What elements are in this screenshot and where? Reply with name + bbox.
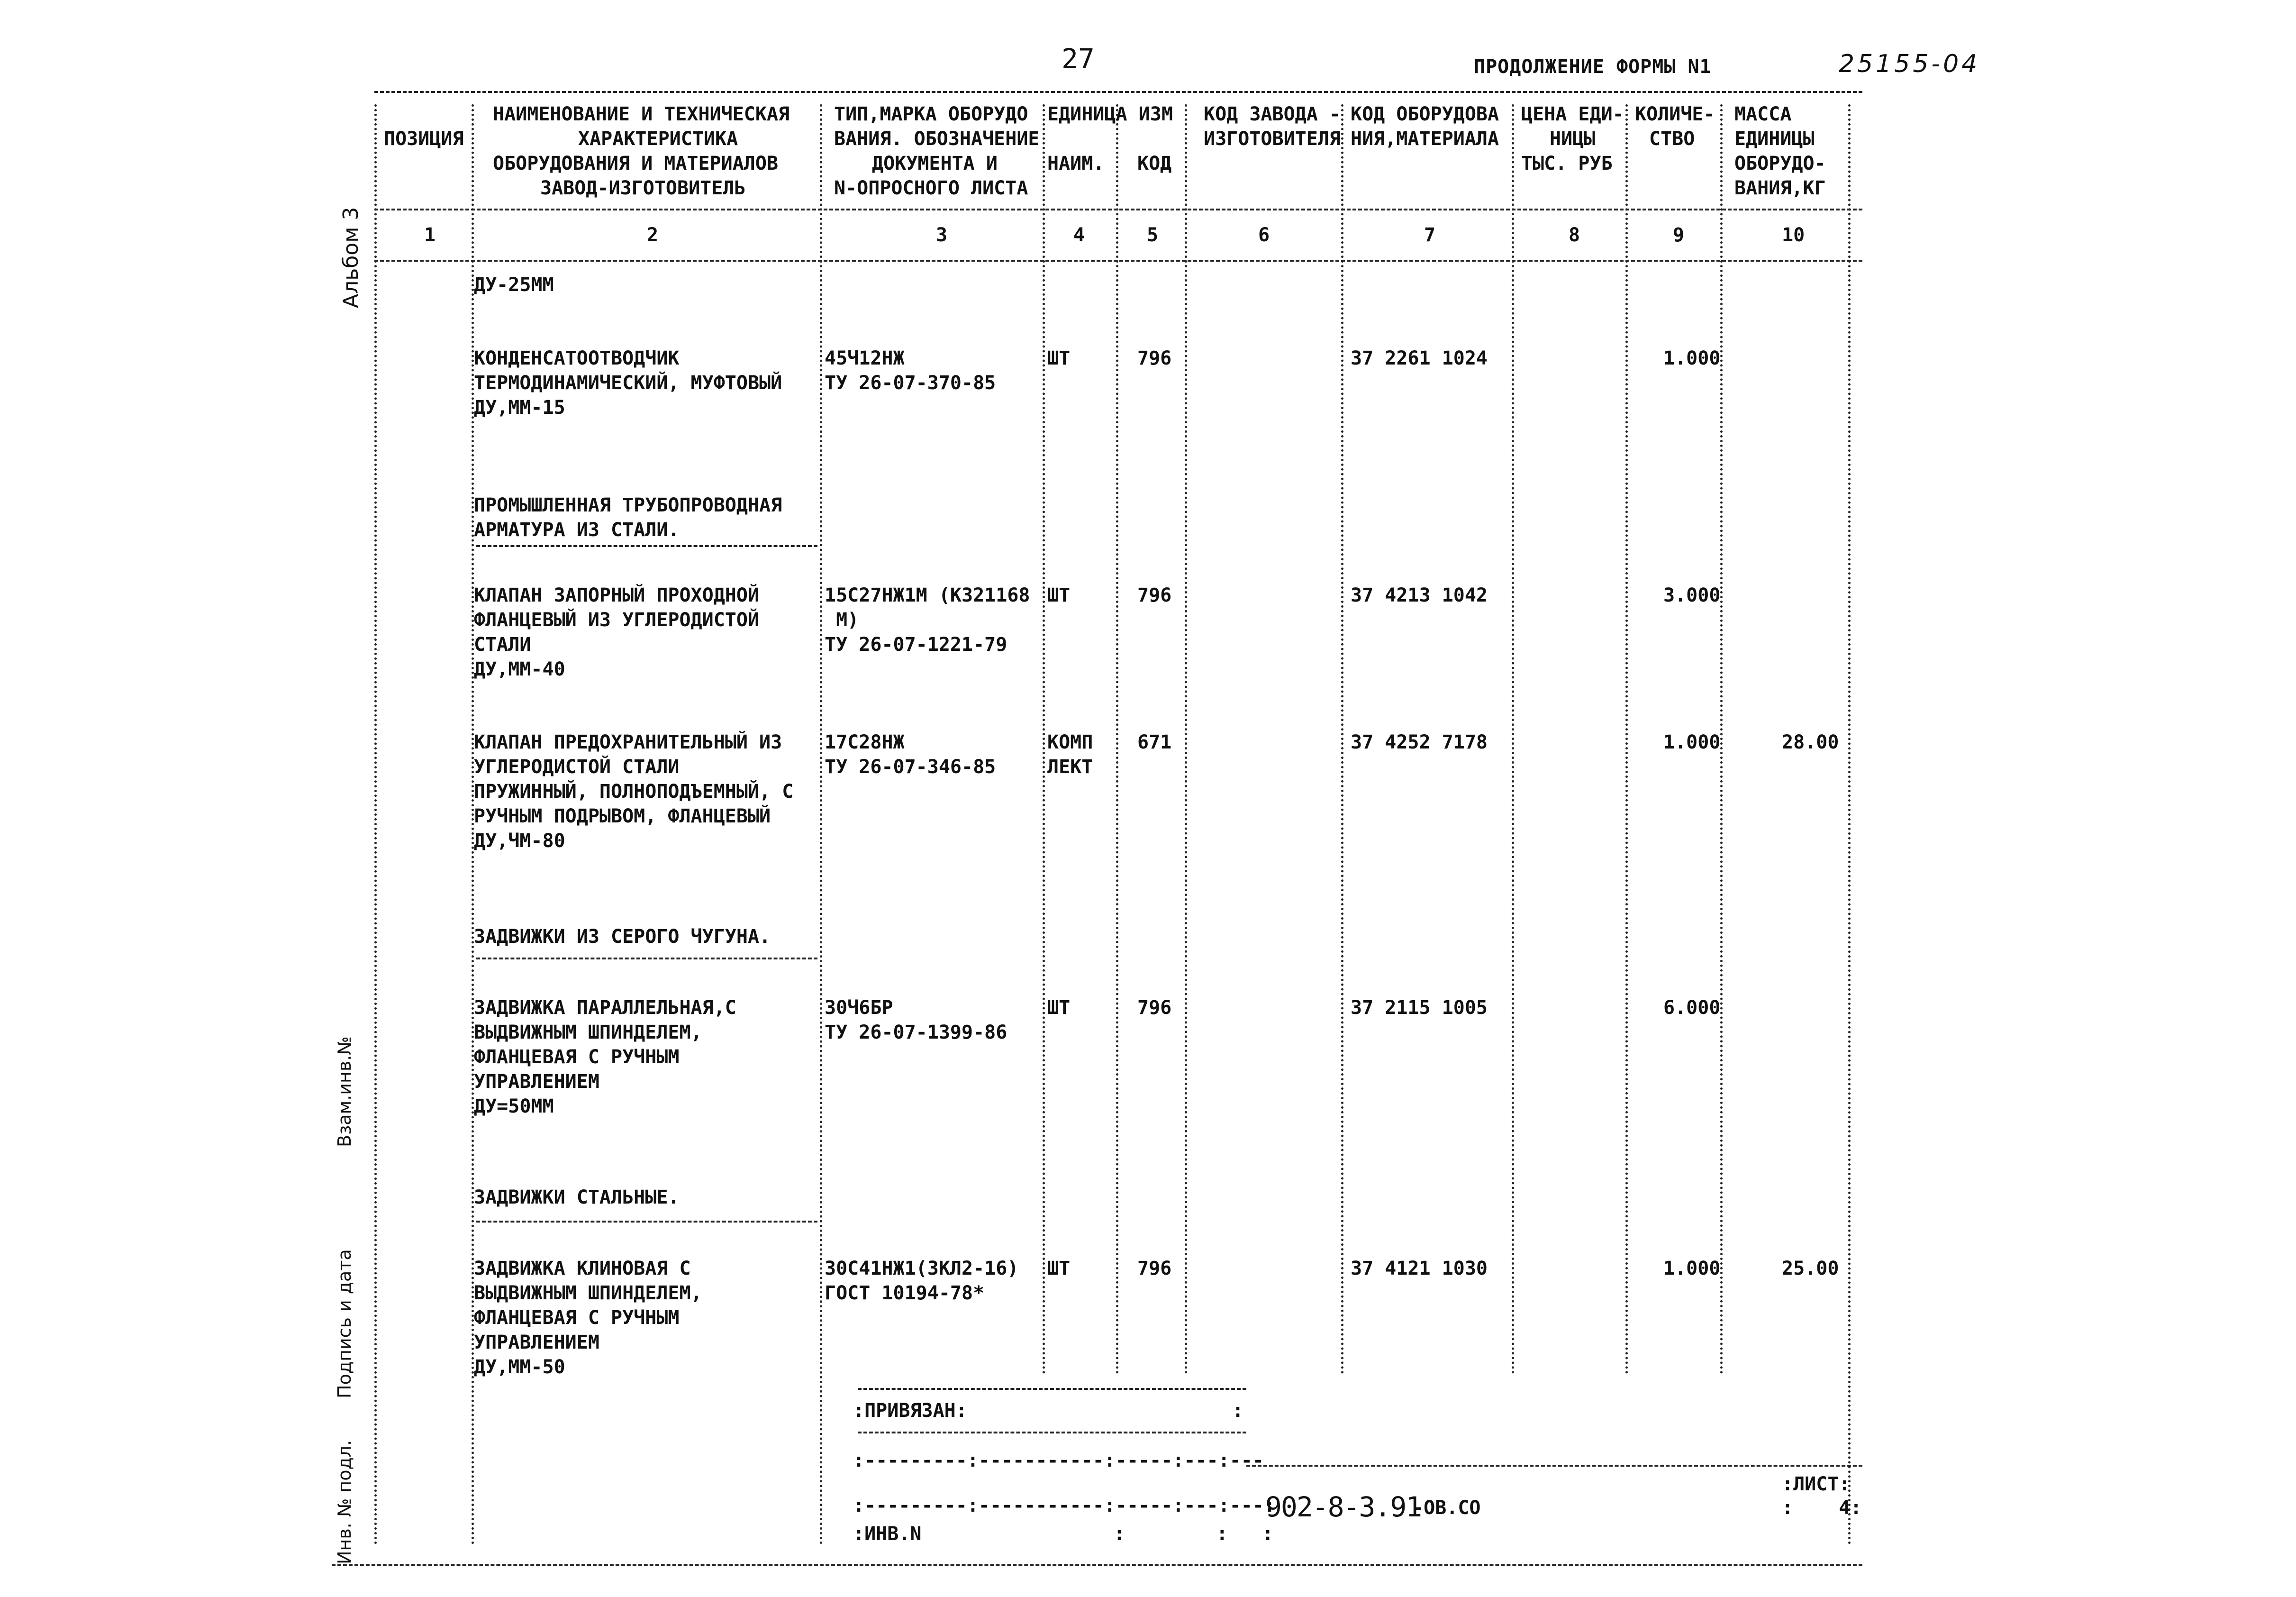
row-type: 30С41НЖ1(ЗКЛ2-16) <box>825 1258 1019 1279</box>
header-price: ТЫС. РУБ <box>1521 153 1613 174</box>
stamp-sheet-number: : 4: <box>1782 1497 1862 1519</box>
column-separator <box>820 104 822 1545</box>
header-type: ТИП,МАРКА ОБОРУДО <box>834 103 1028 125</box>
header-quantity: СТВО <box>1649 128 1695 150</box>
stamp-sheet-label: :ЛИСТ: <box>1782 1473 1851 1495</box>
header-mass: ОБОРУДО- <box>1734 153 1826 174</box>
album-label: Альбом 3 <box>339 207 363 308</box>
stamp-bound-colon: : <box>1232 1400 1244 1422</box>
column-separator <box>374 104 377 1545</box>
row-unit-code: 796 <box>1137 584 1172 606</box>
row-name: ФЛАНЦЕВАЯ С РУЧНЫМ <box>474 1307 680 1329</box>
row-name: УПРАВЛЕНИЕМ <box>474 1332 599 1353</box>
column-number: 5 <box>1147 224 1159 246</box>
side-stamp-replacement: Взам.инв.№ <box>334 1036 355 1147</box>
row-type: ТУ 26-07-1399-86 <box>825 1022 1007 1043</box>
row-name: ДУ-25ММ <box>474 274 554 296</box>
column-separator <box>1116 104 1118 1375</box>
row-unit-code: 796 <box>1137 347 1172 369</box>
row-equipment-code: 37 4252 7178 <box>1351 731 1488 753</box>
stamp-rule-1 <box>858 1388 1246 1390</box>
row-type: 17С28НЖ <box>825 731 905 753</box>
column-separator <box>1720 104 1723 1375</box>
header-name: ОБОРУДОВАНИЯ И МАТЕРИАЛОВ <box>493 153 779 174</box>
rule-stamp-bottom <box>1246 1465 1862 1467</box>
row-name: ДУ,ММ-40 <box>474 658 565 680</box>
row-name: ПРУЖИННЫЙ, ПОЛНОПОДЪЕМНЫЙ, С <box>474 781 794 803</box>
row-name: ДУ,ММ-50 <box>474 1356 565 1378</box>
stamp-inv: :ИНВ.N <box>853 1523 922 1545</box>
header-price: НИЦЫ <box>1550 128 1596 150</box>
header-quantity: КОЛИЧЕ- <box>1635 103 1715 125</box>
header-factory-code: КОД ЗАВОДА - <box>1204 103 1341 125</box>
row-type: ТУ 26-07-370-85 <box>825 372 996 394</box>
row-unit: ШТ <box>1047 1258 1071 1279</box>
row-name: ЗАДВИЖКИ СТАЛЬНЫЕ. <box>474 1186 680 1208</box>
row-type: ТУ 26-07-346-85 <box>825 756 996 778</box>
row-name: ВЫДВИЖНЫМ ШПИНДЕЛЕМ, <box>474 1022 702 1043</box>
header-unit: ЕДИНИЦА ИЗМ <box>1047 103 1173 125</box>
row-type: 45Ч12НЖ <box>825 347 905 369</box>
header-mass: ЕДИНИЦЫ <box>1734 128 1815 150</box>
row-quantity: 1.000 <box>1663 347 1721 369</box>
header-name: ЗАВОД-ИЗГОТОВИТЕЛЬ <box>540 177 746 199</box>
row-type: ГОСТ 10194-78* <box>825 1282 985 1304</box>
row-unit: ШТ <box>1047 347 1071 369</box>
row-unit: ШТ <box>1047 997 1071 1019</box>
stamp-suffix: -ОВ.СО <box>1412 1497 1481 1519</box>
row-mass: 28.00 <box>1782 731 1839 753</box>
header-type: ВАНИЯ. ОБОЗНАЧЕНИЕ <box>834 128 1040 150</box>
stamp-sheet-value: 4 <box>1839 1497 1851 1519</box>
header-unit-name: НАИМ. <box>1047 153 1105 174</box>
row-quantity: 1.000 <box>1663 731 1721 753</box>
header-name: НАИМЕНОВАНИЕ И ТЕХНИЧЕСКАЯ <box>493 103 790 125</box>
row-name: ВЫДВИЖНЫМ ШПИНДЕЛЕМ, <box>474 1282 702 1304</box>
rule-numbers-bottom <box>374 260 1862 262</box>
header-position: ПОЗИЦИЯ <box>384 128 464 150</box>
column-separator <box>1625 104 1628 1375</box>
row-name: ТЕРМОДИНАМИЧЕСКИЙ, МУФТОВЫЙ <box>474 372 782 394</box>
row-name: ЗАДВИЖКА ПАРАЛЛЕЛЬНАЯ,С <box>474 997 736 1019</box>
row-equipment-code: 37 2261 1024 <box>1351 347 1488 369</box>
column-separator <box>1341 104 1343 1375</box>
column-number: 9 <box>1673 224 1685 246</box>
row-type: ТУ 26-07-1221-79 <box>825 634 1007 656</box>
row-name: ДУ,ЧМ-80 <box>474 830 565 852</box>
row-unit-code: 796 <box>1137 997 1172 1019</box>
side-stamp-signature: Подпись и дата <box>334 1249 355 1398</box>
document-code: 25155-04 <box>1839 50 1980 78</box>
header-equipment-code: КОД ОБОРУДОВА <box>1351 103 1499 125</box>
stamp-inv-seps: : : : <box>1114 1523 1274 1545</box>
header-price: ЦЕНА ЕДИ- <box>1521 103 1624 125</box>
row-unit: ШТ <box>1047 584 1071 606</box>
row-name: РУЧНЫМ ПОДРЫВОМ, ФЛАНЦЕВЫЙ <box>474 805 771 827</box>
column-number: 4 <box>1073 224 1085 246</box>
header-unit-code: КОД <box>1137 153 1172 174</box>
column-separator <box>1185 104 1187 1375</box>
column-number: 6 <box>1258 224 1270 246</box>
stamp-grid-row-1: :---------:-----------:-----:---:--- <box>853 1450 1264 1471</box>
header-name: ХАРАКТЕРИСТИКА <box>578 128 738 150</box>
stamp-inv-text: ИНВ.N <box>864 1523 922 1545</box>
rule-header-bottom <box>374 209 1862 210</box>
row-name: ДУ,ММ-15 <box>474 397 565 419</box>
row-name: ПРОМЫШЛЕННАЯ ТРУБОПРОВОДНАЯ <box>474 494 782 516</box>
section-underline <box>476 545 817 547</box>
header-type: N-ОПРОСНОГО ЛИСТА <box>834 177 1028 199</box>
header-mass: МАССА <box>1734 103 1792 125</box>
section-underline <box>476 958 817 959</box>
column-separator <box>1848 104 1851 1545</box>
header-equipment-code: НИЯ,МАТЕРИАЛА <box>1351 128 1499 150</box>
rule-bottom <box>332 1564 1862 1566</box>
section-underline <box>476 1221 817 1223</box>
stamp-designation: 902-8-3.91 <box>1265 1491 1422 1523</box>
row-name: ЗАДВИЖКИ ИЗ СЕРОГО ЧУГУНА. <box>474 926 771 948</box>
row-type: М) <box>825 609 859 631</box>
row-type: 15С27НЖ1М (К321168 <box>825 584 1030 606</box>
header-mass: ВАНИЯ,КГ <box>1734 177 1826 199</box>
column-separator <box>1512 104 1514 1375</box>
row-unit-code: 671 <box>1137 731 1172 753</box>
column-number: 2 <box>647 224 659 246</box>
column-number: 8 <box>1569 224 1580 246</box>
stamp-grid-row-2: :---------:-----------:-----:---:---: <box>853 1495 1276 1516</box>
row-mass: 25.00 <box>1782 1258 1839 1279</box>
column-number: 3 <box>936 224 948 246</box>
column-number: 7 <box>1424 224 1436 246</box>
row-unit: КОМП <box>1047 731 1093 753</box>
row-equipment-code: 37 2115 1005 <box>1351 997 1488 1019</box>
page-number: 27 <box>1062 43 1095 75</box>
row-name: КЛАПАН ПРЕДОХРАНИТЕЛЬНЫЙ ИЗ <box>474 731 782 753</box>
side-stamp-inventory: Инв. № подл. <box>334 1440 355 1564</box>
row-name: ФЛАНЦЕВЫЙ ИЗ УГЛЕРОДИСТОЙ <box>474 609 760 631</box>
row-quantity: 3.000 <box>1663 584 1721 606</box>
rule-top <box>374 91 1862 93</box>
row-name: ФЛАНЦЕВАЯ С РУЧНЫМ <box>474 1046 680 1068</box>
row-equipment-code: 37 4121 1030 <box>1351 1258 1488 1279</box>
row-name: ДУ=50ММ <box>474 1095 554 1117</box>
row-name: УГЛЕРОДИСТОЙ СТАЛИ <box>474 756 680 778</box>
row-name: КЛАПАН ЗАПОРНЫЙ ПРОХОДНОЙ <box>474 584 760 606</box>
column-number: 1 <box>424 224 436 246</box>
row-quantity: 6.000 <box>1663 997 1721 1019</box>
row-name: АРМАТУРА ИЗ СТАЛИ. <box>474 519 680 541</box>
row-name: УПРАВЛЕНИЕМ <box>474 1071 599 1093</box>
header-type: ДОКУМЕНТА И <box>872 153 998 174</box>
stamp-sheet-text: ЛИСТ <box>1793 1473 1839 1495</box>
row-unit-code: 796 <box>1137 1258 1172 1279</box>
row-name: СТАЛИ <box>474 634 531 656</box>
row-name: КОНДЕНСАТООТВОДЧИК <box>474 347 680 369</box>
stamp-bound-label: :ПРИВЯЗАН: <box>853 1400 967 1422</box>
stamp-rule-2 <box>858 1432 1246 1433</box>
row-type: 30Ч6БР <box>825 997 893 1019</box>
header-factory-code: ИЗГОТОВИТЕЛЯ <box>1204 128 1341 150</box>
column-number: 10 <box>1782 224 1805 246</box>
row-unit: ЛЕКТ <box>1047 756 1093 778</box>
row-name: ЗАДВИЖКА КЛИНОВАЯ С <box>474 1258 691 1279</box>
row-quantity: 1.000 <box>1663 1258 1721 1279</box>
stamp-bound-text: ПРИВЯЗАН: <box>864 1400 967 1422</box>
continuation-title: ПРОДОЛЖЕНИЕ ФОРМЫ N1 <box>1474 56 1712 78</box>
column-separator <box>1043 104 1045 1375</box>
row-equipment-code: 37 4213 1042 <box>1351 584 1488 606</box>
